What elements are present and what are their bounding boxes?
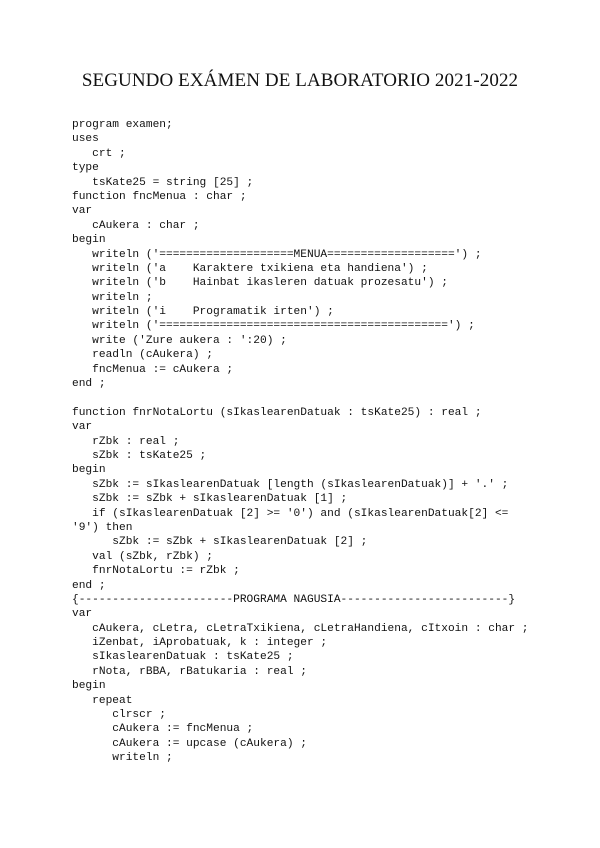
code-line: writeln ('b Hainbat ikasleren datuak prozesatu') ; — [72, 277, 448, 290]
code-line: sZbk := sZbk + sIkaslearenDatuak [1] ; — [72, 493, 348, 506]
code-line: readln (cAukera) ; — [72, 349, 213, 362]
code-line: cAukera : char ; — [72, 219, 200, 232]
code-line: rZbk : real ; — [72, 435, 180, 448]
code-line: {-----------------------PROGRAMA NAGUSIA-------------------------} — [72, 593, 516, 606]
code-line: '9') then — [72, 521, 133, 534]
code-line: sZbk : tsKate25 ; — [72, 449, 207, 462]
code-line: crt ; — [72, 147, 126, 160]
code-line: cAukera, cLetra, cLetraTxikiena, cLetraHandiena, cItxoin : char ; — [72, 622, 529, 635]
code-line: cAukera := fncMenua ; — [72, 723, 254, 736]
code-line: writeln ('i Programatik irten') ; — [72, 306, 334, 319]
code-line — [72, 391, 592, 405]
code-line: if (sIkaslearenDatuak [2] >= '0') and (sIkaslearenDatuak[2] <= — [72, 507, 509, 520]
code-line: function fnrNotaLortu (sIkaslearenDatuak : tsKate25) : real ; — [72, 406, 482, 419]
code-line: sZbk := sIkaslearenDatuak [length (sIkaslearenDatuak)] + '.' ; — [72, 478, 509, 491]
code-line: rNota, rBBA, rBatukaria : real ; — [72, 665, 307, 678]
code-line: write ('Zure aukera : ':20) ; — [72, 334, 287, 347]
code-line: repeat — [72, 694, 133, 707]
code-line: val (sZbk, rZbk) ; — [72, 550, 213, 563]
code-line: writeln ('a Karaktere txikiena eta handiena') ; — [72, 262, 428, 275]
code-line: clrscr ; — [72, 709, 166, 722]
code-line: fncMenua := cAukera ; — [72, 363, 234, 376]
document-title: SEGUNDO EXÁMEN DE LABORATORIO 2021-2022 — [81, 70, 519, 91]
code-line: iZenbat, iAprobatuak, k : integer ; — [72, 637, 328, 650]
code-line: cAukera := upcase (cAukera) ; — [72, 737, 307, 750]
code-line: tsKate25 = string [25] ; — [72, 176, 254, 189]
code-line: sZbk := sZbk + sIkaslearenDatuak [2] ; — [72, 536, 368, 549]
code-line: writeln ('===========================================') ; — [72, 320, 475, 333]
code-line: var — [72, 608, 93, 621]
code-line: type — [72, 162, 99, 175]
code-line: end ; — [72, 579, 106, 592]
code-line: begin — [72, 234, 106, 247]
code-line: var — [72, 205, 93, 218]
code-line: writeln ; — [72, 752, 173, 765]
code-line: end ; — [72, 378, 106, 391]
code-line: writeln ; — [72, 291, 153, 304]
code-line: begin — [72, 680, 106, 693]
pascal-code-listing — [72, 118, 592, 766]
code-line: var — [72, 421, 93, 434]
code-line: uses — [72, 133, 99, 146]
code-line: function fncMenua : char ; — [72, 190, 247, 203]
code-line: begin — [72, 464, 106, 477]
code-line: writeln ('====================MENUA===================') ; — [72, 248, 482, 261]
code-line: program examen; — [72, 119, 173, 131]
code-line: fnrNotaLortu := rZbk ; — [72, 565, 240, 578]
code-line: sIkaslearenDatuak : tsKate25 ; — [72, 651, 294, 664]
